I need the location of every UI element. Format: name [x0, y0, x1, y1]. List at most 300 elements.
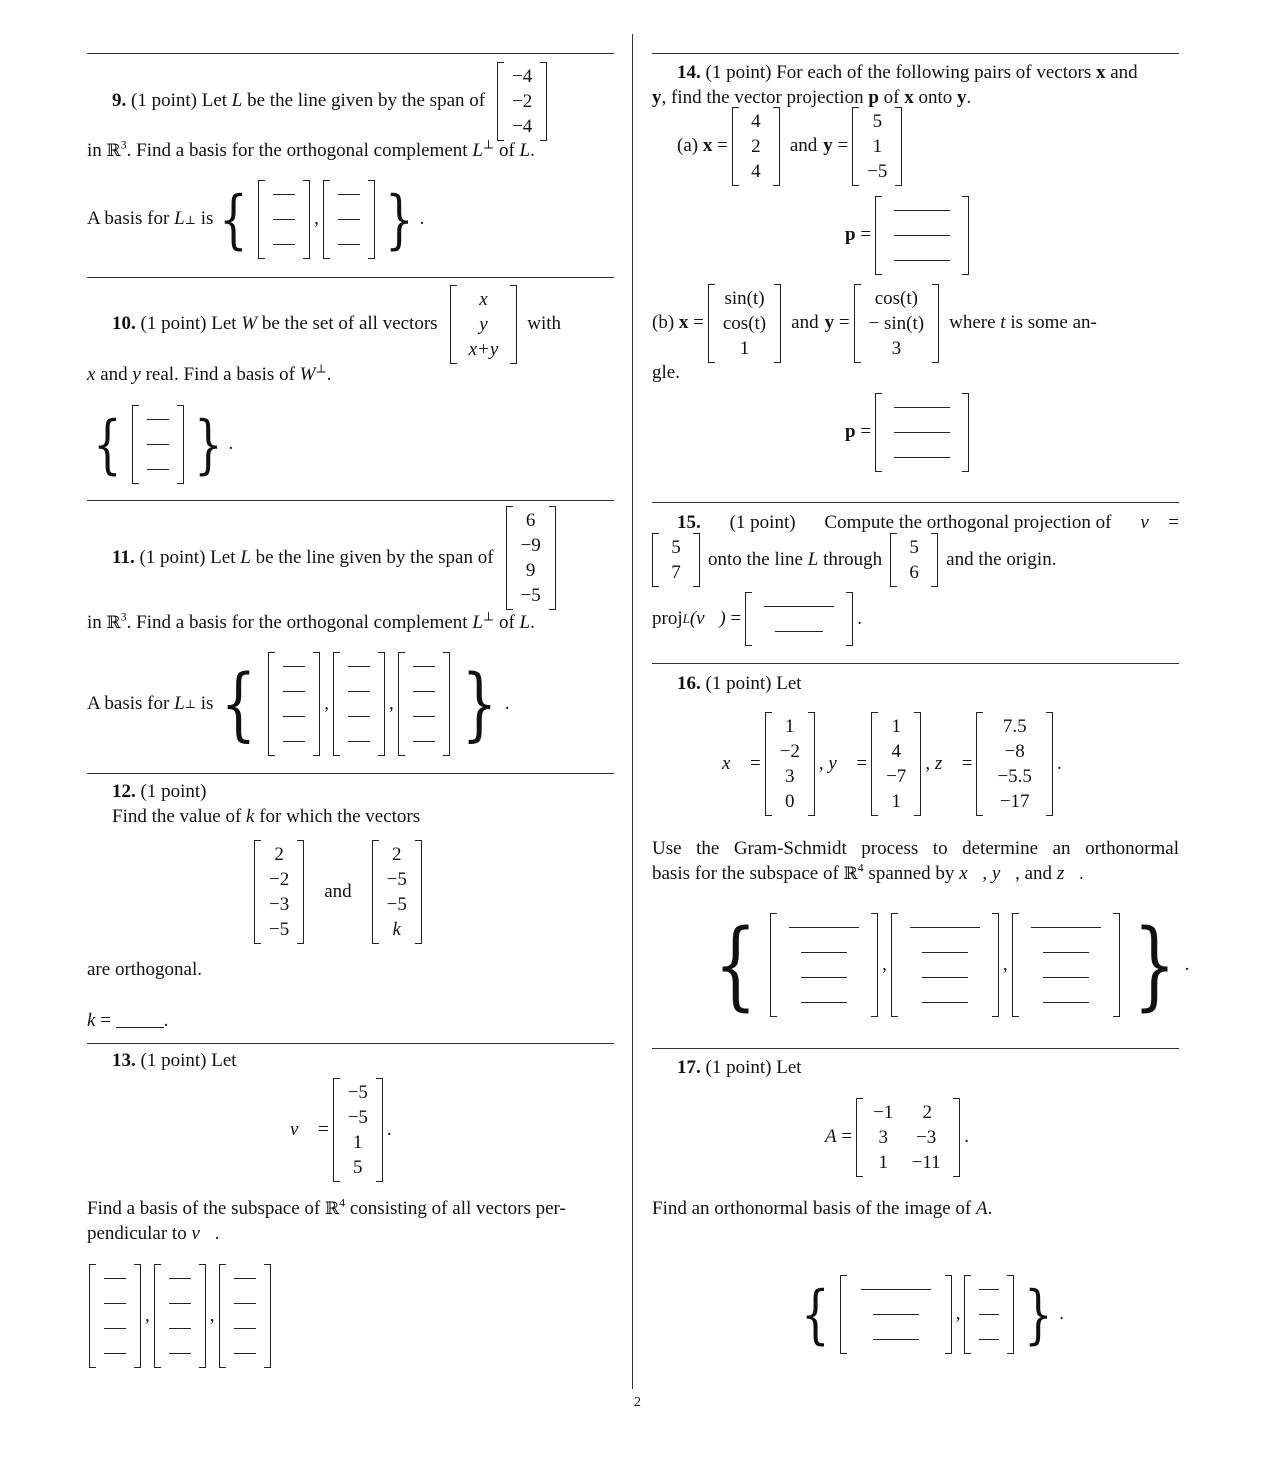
vector-entry: 4: [751, 111, 761, 132]
vector-entry: −4: [512, 66, 533, 87]
vector-entry: 6: [909, 562, 919, 583]
answer-label: A basis for: [87, 208, 170, 230]
problem-14a-answer: [845, 196, 973, 275]
var-v: v⃗: [1140, 512, 1164, 533]
text: be the line given by the span of: [255, 546, 494, 568]
var-W: W: [241, 313, 258, 335]
var-k: k: [246, 806, 255, 827]
right-brace: }: [193, 407, 223, 482]
problem-16-answer: { , , } .: [714, 909, 1190, 1021]
answer-blank[interactable]: [104, 1266, 126, 1291]
vector-entry: −5: [867, 161, 888, 182]
rule-p9-top: [87, 53, 614, 54]
text: of: [498, 140, 515, 161]
var-x: x⃗: [959, 863, 983, 884]
answer-blank[interactable]: [894, 223, 950, 248]
text: Find the value of: [112, 806, 242, 827]
vector-entry: −2: [512, 91, 533, 112]
problem-12-statement: [112, 804, 420, 829]
vector-entry: −5: [269, 919, 290, 940]
text: pendicular to: [87, 1223, 187, 1244]
var-y: y: [132, 364, 141, 385]
vector-entry: −5: [347, 1107, 368, 1128]
vector-x: [732, 107, 780, 186]
vector-entry: −5: [386, 869, 407, 890]
text: Let: [776, 673, 802, 694]
text: consisting of all vectors per-: [349, 1198, 566, 1219]
vector-entry: cos(t): [722, 313, 767, 334]
vector-entry: −2: [269, 869, 290, 890]
answer-blank[interactable]: [234, 1341, 256, 1366]
text: where: [949, 312, 996, 334]
answer-blank[interactable]: [764, 594, 834, 619]
problem-number: 14.: [677, 62, 701, 83]
answer-blank[interactable]: [116, 1027, 164, 1028]
point-value: (1 point): [131, 90, 197, 112]
problem-9-line2: [87, 137, 535, 163]
problem-12-header: [112, 779, 206, 804]
text: onto: [918, 87, 953, 108]
problem-16-header: [677, 671, 802, 696]
answer-blank[interactable]: [413, 704, 435, 729]
problem-9-statement: [112, 62, 612, 141]
rule-p13-top: [87, 1043, 614, 1044]
text: and: [1024, 863, 1053, 884]
vector-entry: 7.5: [1002, 716, 1027, 737]
vector-entry: 2: [274, 844, 284, 865]
vector-entry: 4: [751, 161, 761, 182]
var-p: p: [845, 421, 856, 443]
vector-entry: cos(t): [874, 288, 918, 309]
matrix-entry: −3: [916, 1127, 937, 1148]
point-value: (1 point): [140, 1050, 207, 1071]
answer-blank[interactable]: [273, 207, 295, 232]
var-z: z⃗: [1056, 863, 1079, 884]
equals: =: [837, 135, 849, 157]
text: Let: [211, 313, 237, 335]
answer-blank[interactable]: [147, 407, 169, 432]
answer-blank[interactable]: [801, 990, 847, 1015]
text: is: [200, 208, 214, 230]
problem-11-statement: [112, 506, 612, 610]
vector-v: [333, 1078, 383, 1182]
left-brace: {: [714, 909, 757, 1021]
answer-blank[interactable]: [169, 1266, 191, 1291]
answer-blank[interactable]: [234, 1266, 256, 1291]
comma: ,: [818, 752, 824, 774]
answer-vector-2: [154, 1264, 206, 1368]
proj-arg: (v⃗): [689, 607, 726, 629]
answer-blank[interactable]: [894, 420, 950, 445]
matrix-entry: −11: [911, 1152, 941, 1173]
answer-blank[interactable]: [273, 182, 295, 207]
answer-vector-2: [333, 652, 385, 756]
answer-blank[interactable]: [348, 654, 370, 679]
vector-entry: 7: [671, 562, 681, 583]
answer-blank[interactable]: [104, 1341, 126, 1366]
var-y: y⃗: [991, 863, 1016, 884]
right-brace: }: [1024, 1277, 1054, 1352]
text: Let: [211, 1050, 237, 1071]
answer-blank[interactable]: [979, 1277, 999, 1302]
text: and: [789, 135, 818, 157]
comma: ,: [925, 752, 931, 774]
part-label: (a): [677, 135, 699, 157]
page-number: 2: [634, 1395, 641, 1410]
text: and: [791, 312, 819, 334]
vector-entry: − sin(t): [868, 313, 925, 334]
problem-number: 16.: [677, 673, 701, 694]
text: is some an-: [1010, 312, 1097, 334]
var-y: y: [652, 87, 662, 108]
equals: =: [717, 135, 728, 157]
problem-15-line2: [652, 533, 1056, 587]
answer-blank[interactable]: [1043, 990, 1089, 1015]
point-value: (1 point): [705, 62, 772, 83]
answer-blank[interactable]: [273, 232, 295, 257]
text: Compute the orthogonal projection of: [824, 512, 1112, 533]
matrix-entry: 1: [878, 1152, 888, 1173]
answer-vector-p: [875, 393, 969, 472]
left-brace: {: [219, 182, 249, 257]
var-L: L: [472, 612, 483, 633]
text: , find the vector projection: [661, 87, 864, 108]
problem-17-header: [677, 1055, 802, 1080]
var-y: y⃗: [828, 752, 852, 774]
text: of: [498, 612, 515, 633]
answer-blank[interactable]: [979, 1302, 999, 1327]
problem-14b-vectors: [652, 284, 1097, 363]
answer-blank[interactable]: [283, 729, 305, 754]
vector-2: [372, 840, 422, 944]
text: and: [100, 364, 128, 385]
text: and: [1110, 62, 1138, 83]
vector-entry: 2: [751, 136, 761, 157]
vector-entry: sin(t): [724, 288, 765, 309]
text: onto the line: [708, 548, 803, 570]
answer-blank[interactable]: [1043, 940, 1089, 965]
column-divider: [632, 34, 633, 1389]
vector-entry: −5: [347, 1082, 368, 1103]
answer-vector-1: [268, 652, 320, 756]
var-p: p: [868, 87, 879, 108]
answer-blank[interactable]: [338, 182, 360, 207]
var-L: L: [231, 90, 243, 112]
answer-blank[interactable]: [338, 207, 360, 232]
var-A: A: [825, 1126, 837, 1148]
vector-entry: 1: [785, 716, 795, 737]
left-brace: {: [801, 1277, 830, 1352]
problem-number: 15.: [677, 512, 701, 533]
point-value: (1 point): [729, 512, 796, 533]
vector-entry: 5: [909, 537, 919, 558]
vector-entry: 5: [353, 1157, 363, 1178]
vector-y: [871, 712, 921, 816]
reals-symbol: ℝ: [106, 141, 121, 161]
matrix-A: [856, 1098, 960, 1177]
problem-16-vectors: [722, 712, 1062, 816]
problem-12-line2: are orthogonal.: [87, 959, 203, 980]
period: .: [987, 1198, 993, 1219]
text: in: [87, 612, 102, 633]
rule-p17-top: [652, 1048, 1179, 1049]
vector-entry: −5: [520, 585, 541, 606]
answer-blank[interactable]: [147, 432, 169, 457]
answer-vector-1: [840, 1275, 952, 1354]
right-brace: }: [1132, 909, 1176, 1021]
text: For each of the following pairs of vectors: [776, 62, 1092, 83]
period: .: [857, 607, 862, 629]
var-L: L: [240, 546, 251, 568]
period: .: [163, 1010, 169, 1031]
vector-entry: −9: [520, 535, 541, 556]
var-x: x: [1095, 62, 1106, 83]
point-value: (1 point): [705, 673, 772, 694]
answer-vector-3: [219, 1264, 271, 1368]
answer-blank[interactable]: [283, 654, 305, 679]
var-t: t: [1000, 312, 1006, 334]
text: real. Find a basis of: [145, 364, 295, 385]
perp-symbol: ⊥: [315, 361, 327, 376]
problem-number: 13.: [112, 1050, 136, 1071]
var-L: L: [807, 548, 819, 570]
answer-blank[interactable]: [234, 1316, 256, 1341]
answer-blank[interactable]: [873, 1327, 919, 1352]
answer-blank[interactable]: [169, 1291, 191, 1316]
answer-blank[interactable]: [1031, 915, 1101, 940]
problem-13-answer: , ,: [85, 1264, 275, 1368]
answer-blank[interactable]: [413, 729, 435, 754]
answer-blank[interactable]: [348, 704, 370, 729]
var-L: L: [519, 140, 531, 161]
answer-vector-p: [875, 196, 969, 275]
equals: =: [749, 752, 761, 774]
var-L: L: [174, 208, 185, 230]
left-brace: {: [221, 657, 257, 750]
vector-entry: 3: [891, 338, 902, 359]
answer-blank[interactable]: [789, 915, 859, 940]
period: .: [214, 1223, 220, 1244]
rule-p11-top: [87, 500, 614, 501]
rule-p12-top: [87, 773, 614, 774]
var-v: v⃗: [290, 1118, 314, 1140]
answer-blank[interactable]: [348, 729, 370, 754]
problem-10-answer: { } .: [87, 405, 233, 484]
var-v: v⃗: [191, 1223, 215, 1244]
vector-entry: −2: [779, 741, 800, 762]
var-x: x: [678, 312, 689, 334]
problem-13-header: [112, 1048, 237, 1073]
answer-vector-2: [323, 180, 375, 259]
answer-blank[interactable]: [104, 1316, 126, 1341]
problem-13-line1: [87, 1196, 566, 1222]
equals: =: [856, 752, 868, 774]
equals: =: [693, 312, 704, 334]
text: Find a basis of the subspace of: [87, 1198, 321, 1219]
text: in: [87, 140, 102, 161]
answer-blank[interactable]: [775, 619, 823, 644]
vector-entry: −5: [386, 894, 407, 915]
vector-y: [852, 107, 902, 186]
exponent: 4: [857, 860, 864, 875]
equals: =: [317, 1118, 329, 1140]
answer-blank[interactable]: [234, 1291, 256, 1316]
problem-12-answer: [87, 1008, 168, 1033]
problem-16-line2: basis for the subspace of ℝ$^4$ spanned by x⃗, y⃗, and z⃗.: [652, 860, 1084, 884]
answer-blank[interactable]: [894, 445, 950, 470]
equals: =: [838, 312, 850, 334]
answer-vector-1: [132, 405, 184, 484]
answer-blank[interactable]: [169, 1316, 191, 1341]
vector-entry: 3: [785, 766, 795, 787]
vector-entry: 1: [353, 1132, 363, 1153]
answer-blank[interactable]: [922, 965, 968, 990]
problem-14-line1: [677, 60, 1138, 85]
text: is: [200, 692, 214, 714]
text: for which the vectors: [259, 806, 421, 827]
text: Let: [210, 546, 236, 568]
exponent: 4: [339, 1195, 346, 1210]
vector-line: [890, 533, 938, 587]
point-value: (1 point): [140, 313, 207, 335]
vector-entry: 1: [872, 136, 883, 157]
text: be the set of all vectors: [261, 313, 438, 335]
answer-blank[interactable]: [348, 679, 370, 704]
problem-number: 11.: [112, 546, 135, 568]
span-vector: [506, 506, 556, 610]
text: and: [324, 880, 352, 902]
answer-vector-2: [891, 913, 999, 1017]
problem-17-answer: { , } .: [795, 1275, 1064, 1354]
rule-p14-top: [652, 53, 1179, 54]
answer-vector-proj: [745, 592, 853, 646]
vector-z: [976, 712, 1052, 816]
var-p: p: [845, 224, 856, 246]
answer-blank[interactable]: [169, 1341, 191, 1366]
answer-vector-2: [964, 1275, 1014, 1354]
text: be the line given by the span of: [247, 90, 486, 112]
text: Let: [201, 90, 228, 112]
exponent: 3: [120, 137, 127, 152]
rule-p10-top: [87, 277, 614, 278]
problem-17-matrix: [825, 1098, 969, 1177]
vector-entry: x+y: [468, 339, 499, 360]
answer-blank[interactable]: [922, 990, 968, 1015]
vector-entry: 1: [891, 716, 901, 737]
answer-blank[interactable]: [283, 704, 305, 729]
answer-blank[interactable]: [1043, 965, 1089, 990]
answer-blank[interactable]: [922, 940, 968, 965]
left-brace: {: [93, 407, 122, 482]
vector-entry: 9: [525, 560, 536, 581]
problem-14b-line2: gle.: [652, 362, 680, 383]
problem-10-statement: [112, 285, 614, 364]
answer-blank[interactable]: [104, 1291, 126, 1316]
problem-16-line1: Use the Gram-Schmidt process to determine an orthonormal: [652, 838, 1179, 859]
vector-entry: y: [479, 314, 488, 335]
vector-entry: 5: [671, 537, 681, 558]
text: of: [883, 87, 900, 108]
answer-blank[interactable]: [873, 1302, 919, 1327]
answer-blank[interactable]: [979, 1327, 999, 1352]
equals: =: [860, 421, 872, 443]
answer-blank[interactable]: [283, 679, 305, 704]
vector-entry: −8: [1004, 741, 1025, 762]
text: . Find a basis for the orthogonal complement: [126, 612, 468, 633]
equals: =: [841, 1126, 853, 1148]
rule-p15-top: [652, 502, 1179, 503]
var-W: W: [299, 364, 316, 385]
vector-entry: 1: [739, 338, 750, 359]
vector-x: [765, 712, 815, 816]
period: .: [326, 364, 332, 385]
answer-blank[interactable]: [861, 1277, 931, 1302]
text: spanned by: [868, 863, 955, 884]
var-y: y: [957, 87, 967, 108]
problem-15-line1: [677, 510, 1179, 535]
vector-entry: k: [392, 919, 401, 940]
proj-label: proj: [652, 607, 683, 629]
var-k: k: [87, 1010, 96, 1031]
text: and the origin.: [946, 548, 1057, 570]
point-value: (1 point): [705, 1057, 772, 1078]
text: with: [527, 313, 562, 335]
var-x: x: [904, 87, 914, 108]
var-z: z⃗: [934, 752, 957, 774]
reals-symbol: ℝ: [324, 1199, 340, 1219]
answer-blank[interactable]: [894, 248, 950, 273]
problem-9-answer: A basis for L ⊥ is { , } .: [87, 180, 424, 259]
var-x: x: [87, 364, 96, 385]
problem-17-line1: [652, 1196, 992, 1221]
reals-symbol: ℝ: [106, 613, 121, 633]
text: Find an orthonormal basis of the image of: [652, 1198, 972, 1219]
general-vector: [450, 285, 518, 364]
problem-14a-vectors: [677, 107, 906, 186]
answer-blank[interactable]: [147, 457, 169, 482]
answer-blank[interactable]: [413, 654, 435, 679]
right-brace: }: [461, 657, 498, 750]
equals: =: [1168, 512, 1179, 533]
vector-entry: 5: [872, 111, 883, 132]
text: basis for the subspace of: [652, 863, 839, 884]
var-x: x: [702, 135, 713, 157]
equals: =: [860, 224, 872, 246]
vector-1: [254, 840, 304, 944]
answer-label: A basis for: [87, 692, 170, 714]
perp-symbol: ⊥: [482, 609, 495, 624]
answer-blank[interactable]: [894, 198, 950, 223]
answer-blank[interactable]: [910, 915, 980, 940]
vector-entry: 0: [785, 791, 795, 812]
answer-blank[interactable]: [894, 395, 950, 420]
problem-12-vectors: [250, 840, 426, 944]
var-x: x⃗: [722, 752, 746, 774]
answer-blank[interactable]: [801, 940, 847, 965]
matrix-entry: −1: [873, 1102, 894, 1123]
period: .: [964, 1126, 970, 1148]
answer-blank[interactable]: [413, 679, 435, 704]
answer-blank[interactable]: [801, 965, 847, 990]
vector-v: [652, 533, 700, 587]
answer-vector-3: [1012, 913, 1120, 1017]
problem-11-line2: [87, 609, 535, 635]
problem-13-line2: [87, 1221, 219, 1246]
answer-vector-1: [258, 180, 310, 259]
problem-14b-answer: [845, 393, 973, 472]
answer-blank[interactable]: [338, 232, 360, 257]
vector-y: [854, 284, 940, 363]
